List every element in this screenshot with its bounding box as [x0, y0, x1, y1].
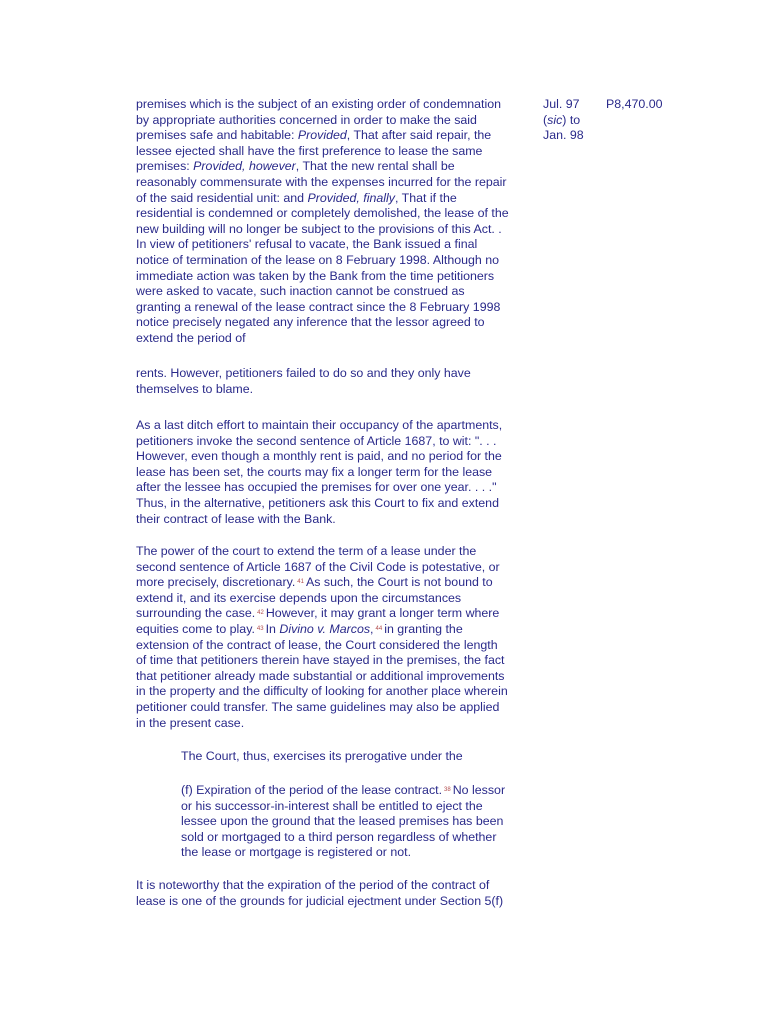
- text-segment: , That if the residential is condemned or completely demolished, the lease of the new building will no longer be subject to the provisions of this Act. . In view of petitioners' refusal to vacate, the Bank issued a final notice of termination of the lease on 8 February 1998. Although no immediate action was taken by the Bank from the time petitioners were asked to vacate, such inaction cannot be construed as granting a renewal of the lease contract since the 8 February 1998 notice precisely negated any inference that the lessor agreed to extend the period of: [136, 190, 509, 345]
- italic-provided: Provided: [297, 128, 347, 143]
- paragraph-court-prerogative: The Court, thus, exercises its prerogative under the: [181, 749, 463, 763]
- paragraph-rents: rents. However, petitioners failed to do so and they only have themselves to blame.: [136, 366, 471, 396]
- footnote-ref-38[interactable]: 38: [444, 787, 451, 793]
- footnote-ref-41[interactable]: 41: [297, 579, 304, 586]
- date-column: [543, 97, 584, 144]
- date-from: Jul. 97: [543, 97, 580, 111]
- rent-amount: P8,470.00: [606, 97, 663, 111]
- quoted-provision-f: [181, 783, 541, 861]
- footnote-ref-43[interactable]: 43: [256, 625, 264, 632]
- text-segment: No lessor or his successor-in-interest shall be entitled to eject the lessee upon the ground that the leased premises has been sold or mortgaged to a third person regardless of whether the lease or mortgage is registered or not.: [181, 783, 506, 860]
- text-segment: However, it may grant a longer term where equities come to play.: [136, 606, 500, 636]
- text-segment: As such, the Court is not bound to extend it, and its exercise depends upon the circumstances surrounding the case.: [136, 575, 493, 621]
- text-segment: , That the new rental shall be reasonably commensurate with the expenses incurred for the repair of the said residential unit: and: [136, 159, 507, 205]
- sic-open-paren: (: [543, 112, 548, 127]
- italic-provided-however: Provided, however: [193, 159, 296, 174]
- text-segment: in granting the extension of the contract of lease, the Court considered the length of time that petitioners therein have stayed in the premises, the fact that petitioner already made substantial or additional improvements in the property and the difficulty of looking for another place wherein petitioner could transfer. The same guidelines may also be applied in the present case.: [136, 621, 508, 730]
- text-segment: The power of the court to extend the term of a lease under the second sentence of Article 1687 of the Civil Code is potestative, or more precisely, discretionary.: [136, 544, 500, 590]
- text-segment: (f) Expiration of the period of the lease contract.: [181, 783, 443, 797]
- sic-marker: sic: [547, 112, 563, 127]
- paragraph-power-of-court: [136, 544, 536, 731]
- date-to: Jan. 98: [543, 128, 584, 143]
- paragraph-premises-condemnation: [136, 97, 536, 347]
- case-citation: Divino v. Marcos: [279, 621, 371, 636]
- text-segment: premises which is the subject of an existing order of condemnation by appropriate authorities concerned in order to make the said premises safe and habitable:: [136, 97, 502, 143]
- text-segment: ,: [370, 621, 374, 636]
- text-segment: In: [265, 621, 280, 636]
- footnote-ref-42[interactable]: 42: [257, 610, 264, 617]
- sic-to: ) to: [562, 112, 581, 127]
- paragraph-noteworthy: It is noteworthy that the expiration of the period of the contract of lease is one of the grounds for judicial ejectment under Section 5(f): [136, 878, 504, 908]
- text-segment: , That after said repair, the lessee ejected shall have the first preference to lease the same premises:: [136, 128, 492, 174]
- italic-provided-finally: Provided, finally: [307, 190, 395, 205]
- footnote-ref-44[interactable]: 44: [375, 625, 383, 632]
- paragraph-last-ditch-effort: As a last ditch effort to maintain their occupancy of the apartments, petitioners invoke the second sentence of Article 1687, to wit: ". . . However, even though a monthly rent is paid, and no period for the lease has been set, the courts may fix a longer term for the lease after the lessee has occupied the premises for over one year. . . ." Thus, in the alternative, petitioners ask this Court to fix and extend their contract of lease with the Bank.: [136, 418, 503, 526]
